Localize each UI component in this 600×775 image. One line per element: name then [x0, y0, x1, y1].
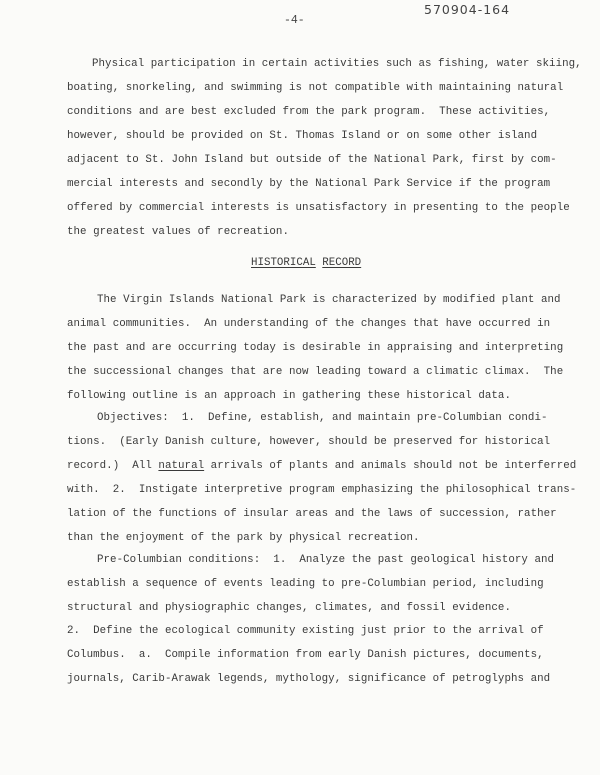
- paragraph-line: Columbus. a. Compile information from early Danish pictures, documents,: [67, 649, 544, 661]
- paragraph-line: boating, snorkeling, and swimming is not compatible with maintaining natural: [67, 82, 564, 94]
- paragraph-line: the greatest values of recreation.: [67, 226, 289, 238]
- emphasized-word: natural: [158, 460, 205, 472]
- paragraph-line: The Virgin Islands National Park is characterized by modified plant and: [97, 294, 561, 306]
- paragraph-line: the successional changes that are now leading toward a climatic climax. The: [67, 366, 564, 378]
- paragraph-line: however, should be provided on St. Thomas Island or on some other island: [67, 130, 538, 142]
- document-id: 570904-164: [424, 2, 511, 17]
- paragraph-line: with. 2. Instigate interpretive program emphasizing the philosophical trans-: [67, 484, 577, 496]
- page-number: -4-: [284, 14, 305, 27]
- paragraph-line: offered by commercial interests is unsatisfactory in presenting to the people: [67, 202, 570, 214]
- line-text: arrivals of plants and animals should not be interferred: [204, 460, 577, 472]
- paragraph-line: journals, Carib-Arawak legends, mythology, significance of petroglyphs and: [67, 673, 551, 685]
- paragraph-line: [67, 459, 576, 473]
- paragraph-line: tions. (Early Danish culture, however, should be preserved for historical: [67, 436, 551, 448]
- heading-word: HISTORICAL: [251, 257, 316, 269]
- paragraph-line: Objectives: 1. Define, establish, and maintain pre-Columbian condi-: [97, 412, 548, 424]
- paragraph-line: 2. Define the ecological community existing just prior to the arrival of: [67, 625, 544, 637]
- paragraph-line: mercial interests and secondly by the National Park Service if the program: [67, 178, 551, 190]
- paragraph-line: establish a sequence of events leading to pre-Columbian period, including: [67, 578, 544, 590]
- paragraph-line: adjacent to St. John Island but outside of the National Park, first by com-: [67, 154, 557, 166]
- paragraph-line: the past and are occurring today is desirable in appraising and interpreting: [67, 342, 564, 354]
- paragraph-line: than the enjoyment of the park by physical recreation.: [67, 532, 420, 544]
- paragraph-line: following outline is an approach in gathering these historical data.: [67, 390, 511, 402]
- paragraph-line: lation of the functions of insular areas and the laws of succession, rather: [67, 508, 557, 520]
- paragraph-line: structural and physiographic changes, climates, and fossil evidence.: [67, 602, 511, 614]
- line-text: record.) All: [67, 460, 159, 472]
- paragraph-line: animal communities. An understanding of the changes that have occurred in: [67, 318, 551, 330]
- paragraph-line: Physical participation in certain activities such as fishing, water skiing,: [92, 58, 582, 70]
- paragraph-line: Pre-Columbian conditions: 1. Analyze the past geological history and: [97, 554, 555, 566]
- section-heading: [251, 256, 361, 270]
- paragraph-line: conditions and are best excluded from the park program. These activities,: [67, 106, 551, 118]
- heading-word: RECORD: [322, 257, 362, 269]
